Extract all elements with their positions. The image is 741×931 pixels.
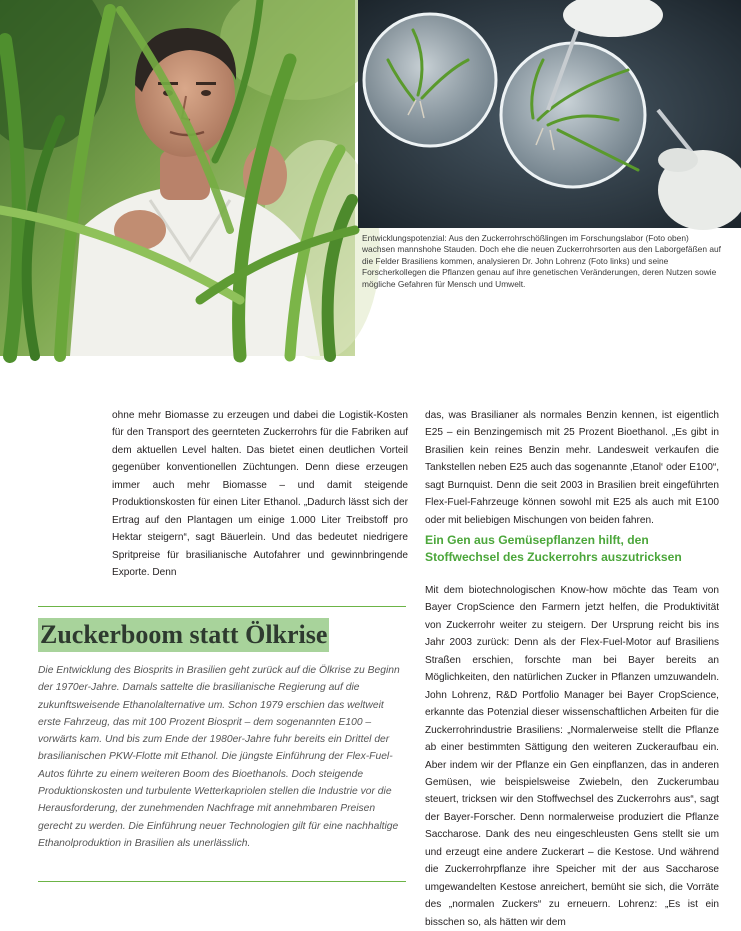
researcher-illustration: [0, 0, 355, 356]
petri-dish-illustration: [358, 0, 741, 228]
box-intro-text: Die Entwicklung des Biosprits in Brasilien geht zurück auf die Ölkrise zu Beginn der 1970er-Jahre. Damals sattelte die brasilianische Regierung auf die zukunftsweisende Ethanolalternative um. Schon 1979 erschien das weltweit erste Fahrzeug, das mit 100 Prozent Biosprit – dem sogenannten E100 – vorwärts kam. Und bis zum Ende der 1980er-Jahre fuhr bereits ein Drittel der brasilianischen PKW-Flotte mit Ethanol. Die jüngste Einführung der Flex-Fuel-Autos führte zu einem weiteren Boom des Bioethanols. Doch steigende Produktionskosten und turbulente Wetterkapriolen stellen die Industrie vor die Herausforderung, der zunehmenden Nachfrage mit annehmbaren Preisen gerecht zu werden. Die Einführung neuer Technologien gilt für eine nachhaltige Ethanolproduktion in Brasilien als unerlässlich.: [38, 665, 400, 849]
photo-caption: Entwicklungspotenzial: Aus den Zuckerrohrschößlingen im Forschungslabor (Foto oben) wachsen mannshohe Stauden. Doch ehe die neuen Zuckerrohrsorten aus den Laborgefäßen auf die Felder Brasiliens kommen, analysieren Dr. John Lohrenz (Foto links) und seine Forscherkollegen die Pflanzen genau auf ihre genetischen Veränderungen, deren Nutzen sowie mögliche Gefahren für Mensch und Umwelt.: [362, 233, 721, 289]
body-text-left-top: ohne mehr Biomasse zu erzeugen und dabei die Logistik-Kosten für den Transport des geernteten Zuckerrohrs für die Fabriken auf dem aktuellen Level halten. Das bietet einen deutlichen Vorteil gegenüber konventionellen Züchtungen. Denn diese erzeugen immer auch mehr Biomasse – und damit steigende Produktionskosten für einen Liter Ethanol. „Dadurch lässt sich der Ertrag auf den Plantagen um einige 1.000 Liter Treibstoff pro Hektar steigern“, sagt Bäuerlein. Und das bedeutet niedrigere Spritpreise für brasilianische Autofahrer und gewinnbringende Exporte. Denn: [112, 410, 408, 579]
divider-top: [38, 606, 406, 607]
body-text-right-bottom: Mit dem biotechnologischen Know-how möchte das Team von Bayer CropScience den Farmern jetzt helfen, die Produktivität von Zuckerrohr weiter zu steigern. Der Ursprung reicht bis ins Jahr 2003 zurück: Denn als der Flex-Fuel-Motor auf Brasiliens Straßen erschien, forschte man bei Bayer bereits an Möglichkeiten, den natürlichen Zucker in Pflanzen umzuwandeln. John Lohrenz, R&D Portfolio Manager bei Bayer CropScience, erkannte das Potenzial dieser wissenschaftlichen Arbeiten für die Zuckerrohrindustrie Brasiliens: „Normalerweise stellt die Pflanze ab einer bestimmten Sättigung den weiteren Zuckeraufbau ein. Aber indem wir der Pflanze ein Gen einpflanzen, das in anderen Gemüsen, wie beispielsweise Zwiebeln, den Zuckerumbau steuert, tricksen wir den Stoffwechsel des Zuckerrohrs aus“, sagt der Bayer-Forscher. Denn normalerweise produziert die Pflanze Saccharose. Dank des neu eingeschleusten Gens stellt sie um und erzeugt eine andere Zuckerart – die Kestose. Und während die Zuckerrohrpflanze ihre Speicher mit der aus Saccharose umgewandelten Kestose anreichert, bemüht sie sich, die Vorräte des „normalen Zuckers“ zu erneuern. Lohrenz: „Es ist ein bisschen so, als hätten wir dem: [425, 585, 719, 928]
body-text-right-top: das, was Brasilianer als normales Benzin kennen, ist eigentlich E25 – ein Benzingemisch mit 25 Prozent Bioethanol. „Es gibt in Brasilien kein reines Benzin mehr. Landesweit verkaufen die Tankstellen neben E25 auch das sogenannte ‚Etanol‘ oder E100“, sagt Burnquist. Denn die seit 2003 in Brasilien breit eingeführten Flex-Fuel-Fahrzeuge können sowohl mit E25 als auch mit E100 oder mit beliebigen Mischungen von beiden fahren.: [425, 410, 719, 526]
box-headline: Zuckerboom statt Ölkrise: [38, 618, 329, 652]
section-subheading: Ein Gen aus Gemüsepflanzen hilft, den Stoffwechsel des Zuckerrohrs auszutricksen: [425, 533, 682, 564]
divider-bottom: [38, 881, 406, 882]
photo-researcher-sugarcane: [0, 0, 355, 356]
photo-lab-petri-dishes: [358, 0, 741, 228]
